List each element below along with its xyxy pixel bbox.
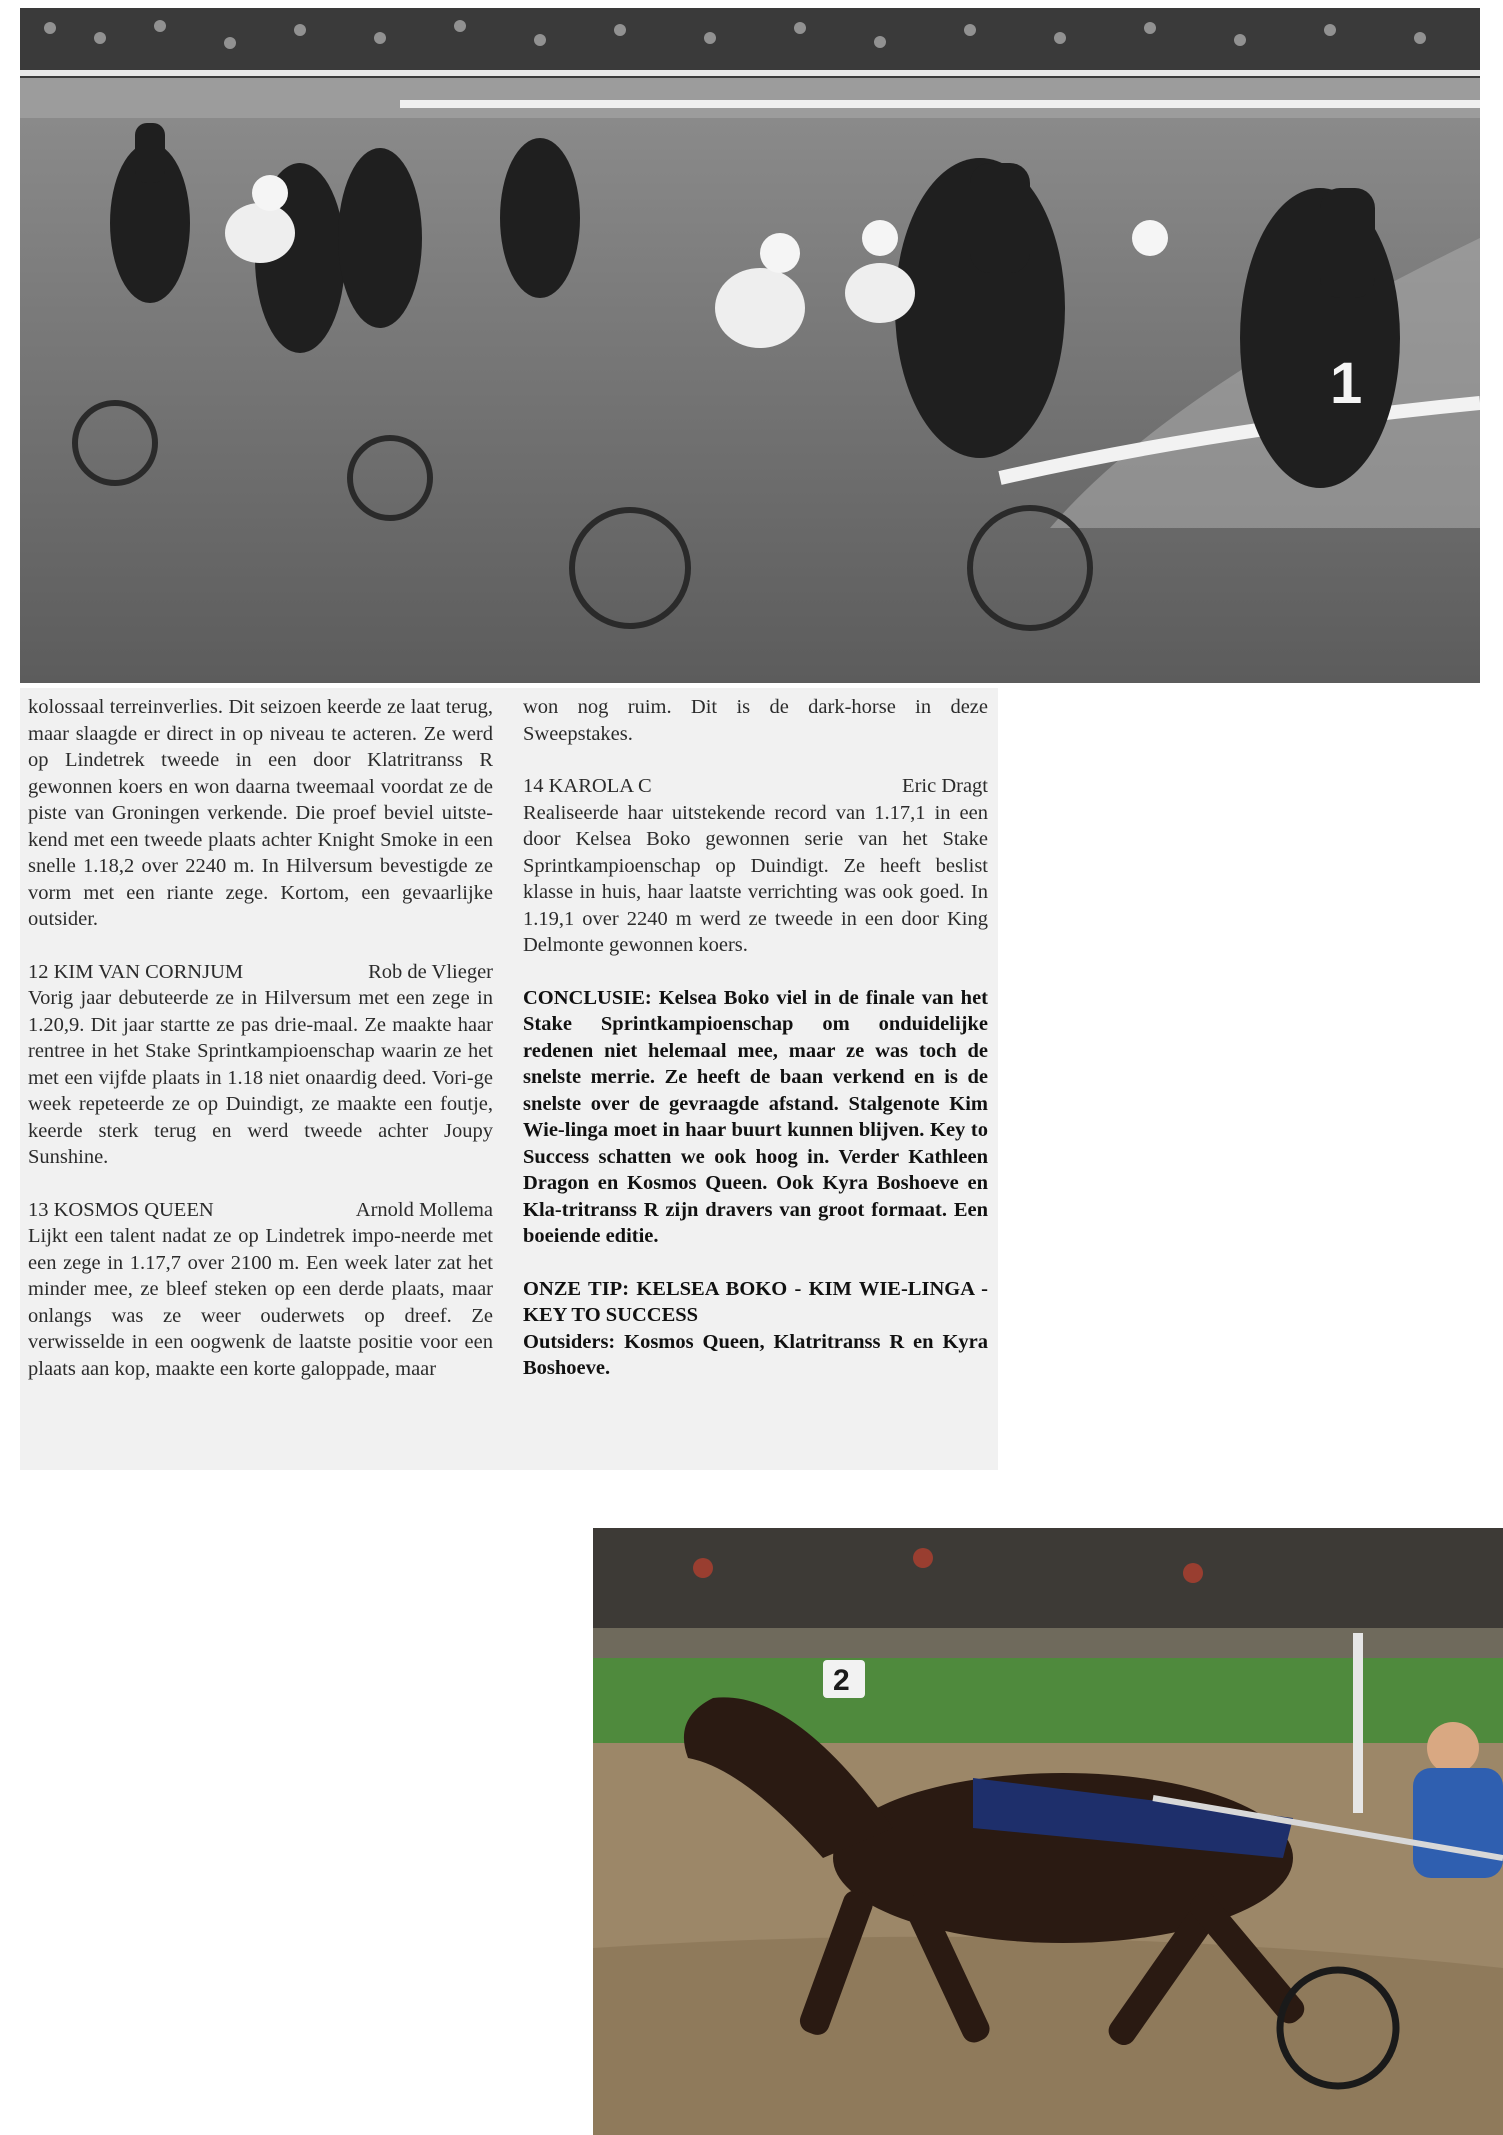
entry-13-text: Lijkt een talent nadat ze op Lindetrek impo-neerde met een zege in 1.17,7 over 2100 m. Een week later zat het minder mee, ze bleef steken op een derde plaats, maar onlangs was ze weer ouderwets op dreef. Ze verwisselde in een oogwenk de laatste positie voor een plaats aan kop, maakte een korte galoppade, maar bbox=[28, 1225, 493, 1380]
bib-number-bottom: 2 bbox=[833, 1664, 850, 1697]
tip-paragraph: ONZE TIP: KELSEA BOKO - KIM WIE-LINGA - KEY TO SUCCESS bbox=[523, 1277, 988, 1326]
column-right bbox=[523, 694, 988, 1382]
entry-13-driver: Arnold Mollema bbox=[355, 1198, 493, 1221]
entry-14-horse: 14 KAROLA C bbox=[523, 775, 652, 797]
entry-13-horse: 13 KOSMOS QUEEN bbox=[28, 1198, 214, 1221]
entry-13-heading bbox=[28, 1197, 493, 1224]
entry-14-heading bbox=[523, 773, 988, 800]
intro-paragraph: kolossaal terreinverlies. Dit seizoen keerde ze laat terug, maar slaagde er direct in op niveau te acteren. Ze werd op Lindetrek tweede in een door Klatritranss R gewonnen koers en won daarna tweemaal voordat ze de piste van Groningen verkende. Die proef beviel uitste-kend met een tweede plaats achter Knight Smoke in een snelle 1.18,2 over 2240 m. In Hilversum bevestigde ze vorm met een riante zege. Kortom, een gevaarlijke outsider. bbox=[28, 696, 493, 930]
entry-12-horse: 12 KIM VAN CORNJUM bbox=[28, 960, 244, 983]
entry-14-text: Realiseerde haar uitstekende record van 1.17,1 in een door Kelsea Boko gewonnen serie van het Stake Sprintkampioenschap op Duindigt. Ze heeft beslist klasse in huis, haar laatste verrichting was ook goed. In 1.19,1 over 2240 m werd ze tweede in een door King Delmonte gewonnen koers. bbox=[523, 801, 988, 956]
article-text bbox=[20, 688, 998, 1470]
race-photo-top bbox=[20, 8, 1480, 683]
entry-12-heading bbox=[28, 959, 493, 986]
continuation-paragraph: won nog ruim. Dit is de dark-horse in deze Sweepstakes. bbox=[523, 696, 988, 745]
bib-number-top: 1 bbox=[1330, 351, 1363, 416]
entry-12-text: Vorig jaar debuteerde ze in Hilversum met een zege in 1.20,9. Dit jaar startte ze pas drie-maal. Ze maakte haar rentree in het Stake Sprintkampioenschap waarin ze het met een vijfde plaats in 1.18 niet onaardig deed. Vori-ge week repeteerde ze op Duindigt, ze maakte een foutje, keerde sterk terug en werd tweede achter Joupy Sunshine. bbox=[28, 987, 493, 1168]
conclusion-paragraph: CONCLUSIE: Kelsea Boko viel in de finale van het Stake Sprintkampioenschap om onduidelijke redenen niet helemaal mee, maar ze was toch de snelste merrie. Ze heeft de baan verkend en is de snelste over de gevraagde afstand. Stalgenote Kim Wie-linga moet in haar buurt kunnen blijven. Key to Success schatten we ook hoog in. Verder Kathleen Dragon en Kosmos Queen. Ook Kyra Boshoeve en Kla-tritranss R zijn dravers van groot formaat. Een boeiende editie. bbox=[523, 986, 988, 1247]
outsiders-paragraph: Outsiders: Kosmos Queen, Klatritranss R en Kyra Boshoeve. bbox=[523, 1330, 988, 1379]
race-photo-bottom bbox=[593, 1528, 1503, 2135]
entry-12-driver: Rob de Vlieger bbox=[368, 960, 493, 983]
entry-14-driver: Eric Dragt bbox=[902, 775, 988, 797]
column-left bbox=[28, 694, 493, 1382]
